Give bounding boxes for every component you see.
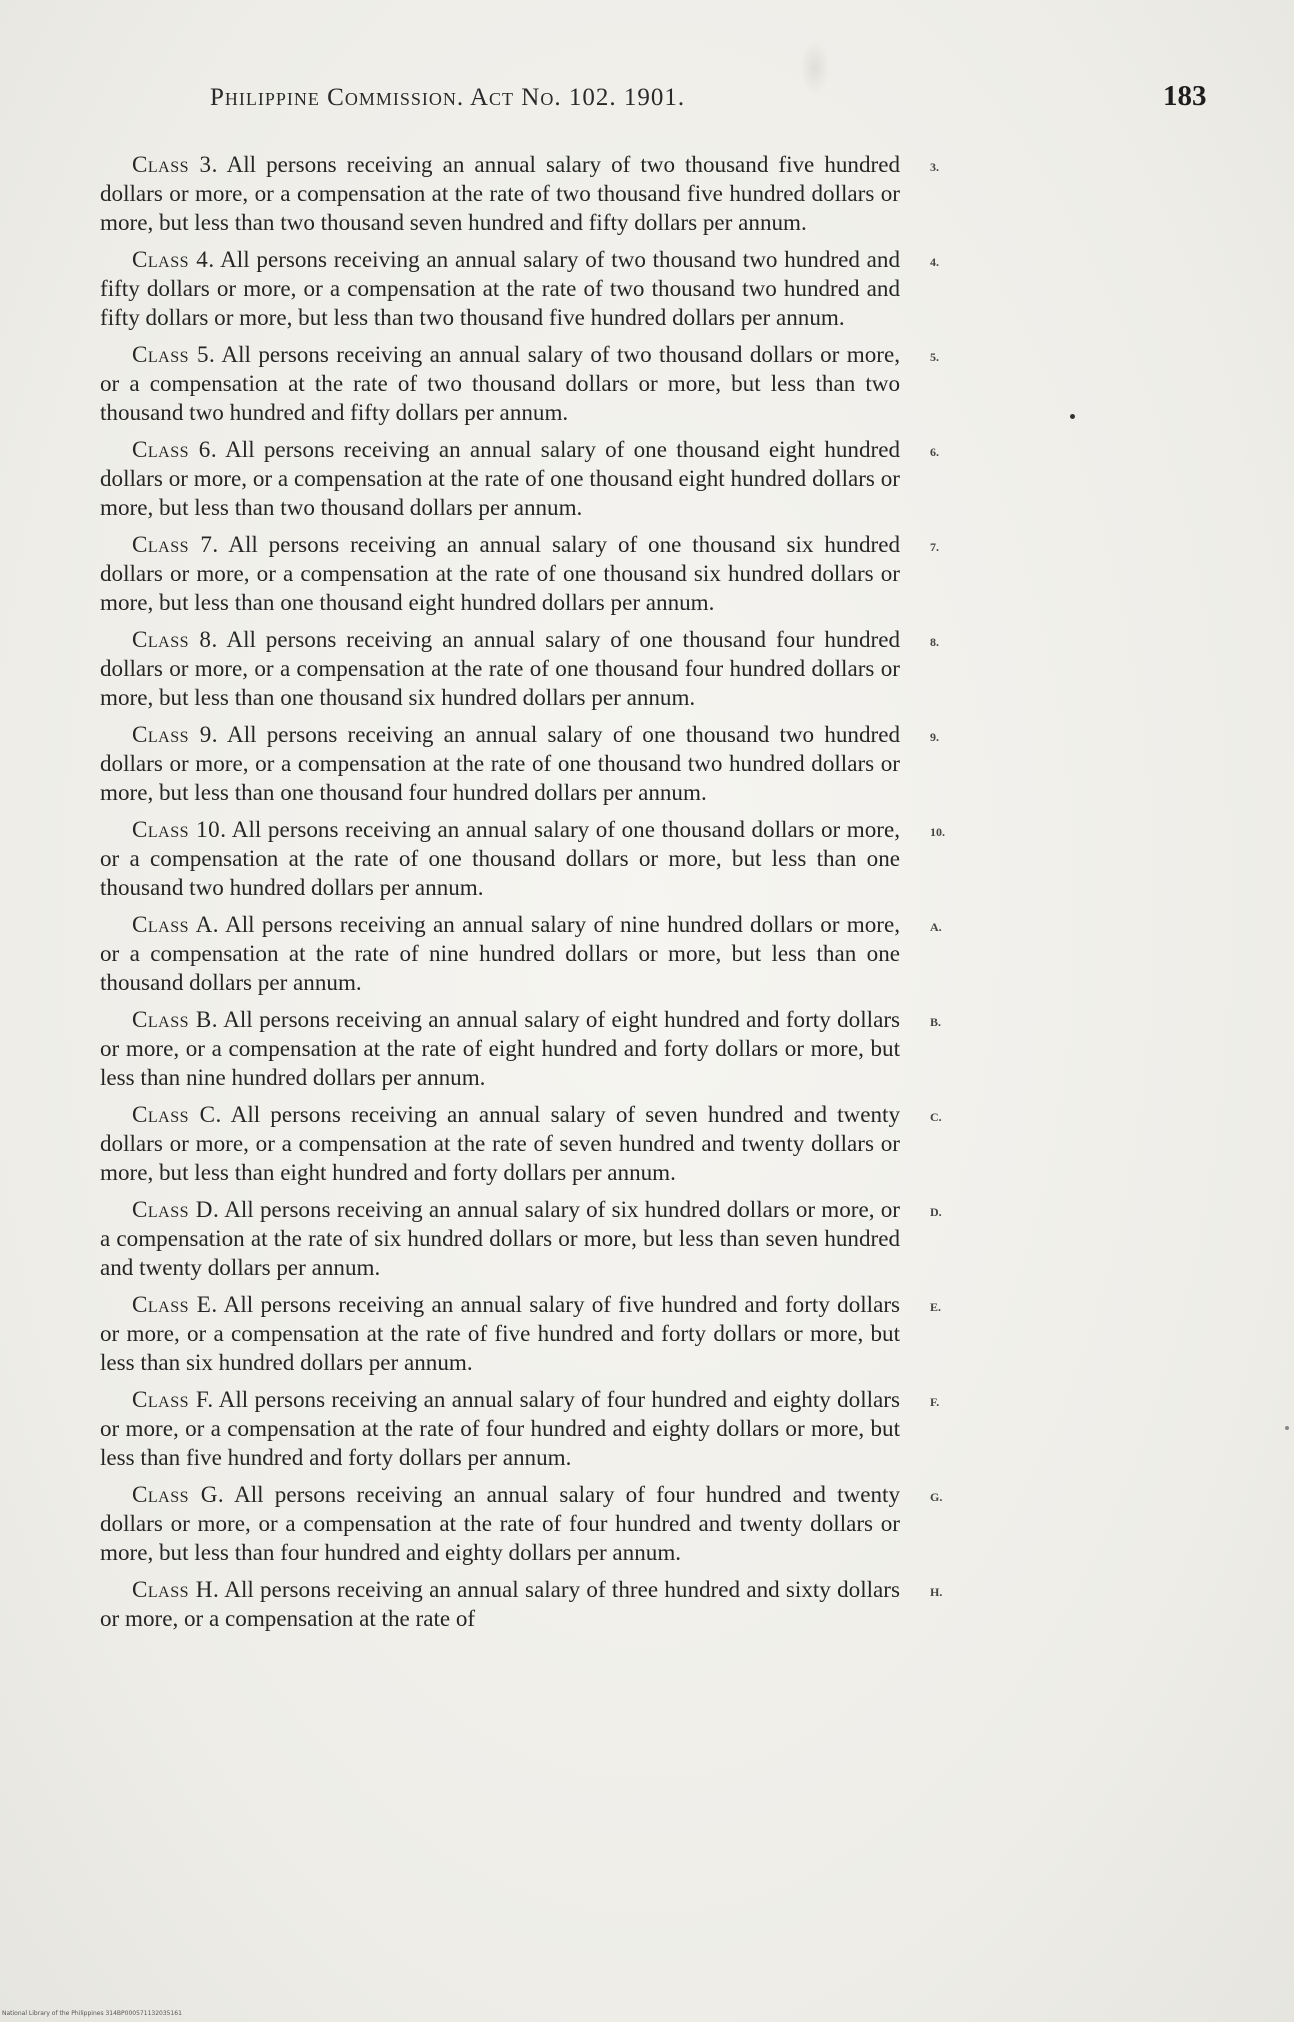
margin-note: E. bbox=[930, 1300, 942, 1314]
margin-note: D. bbox=[930, 1205, 942, 1219]
class-paragraph bbox=[100, 1100, 942, 1187]
class-paragraph bbox=[100, 1575, 943, 1633]
scan-smudge bbox=[800, 40, 830, 95]
class-text: All persons receiving an annual salary of two thousand two hundred and fifty dollars or more, or a compensation at the rate of two thousand two hundred and fifty dollars or more, but less than two thousand five hundred dollars per annum. bbox=[100, 246, 901, 330]
class-label: Class B. bbox=[132, 1006, 219, 1032]
class-paragraph bbox=[100, 340, 939, 427]
class-label: Class 3. bbox=[132, 151, 218, 177]
class-paragraph bbox=[100, 435, 939, 522]
class-text: All persons receiving an annual salary of one thousand dollars or more, or a compensation at the rate of one thousand dollars or more, but less than one thousand two hundred dollars per annum. bbox=[100, 816, 900, 900]
class-text: All persons receiving an annual salary of three hundred and sixty dollars or more, or a compensation at the rate of bbox=[100, 1576, 900, 1631]
class-text: All persons receiving an annual salary of one thousand two hundred dollars or more, or a compensation at the rate of one thousand two hundred dollars or more, but less than one thousand four hundred dollars per annum. bbox=[100, 721, 900, 805]
class-paragraph bbox=[100, 530, 939, 617]
class-paragraph bbox=[100, 245, 939, 332]
class-text: All persons receiving an annual salary of five hundred and forty dollars or more, or a compensation at the rate of five hundred and forty dollars or more, but less than six hundred dollars per annum. bbox=[100, 1291, 901, 1375]
class-text: All persons receiving an annual salary of one thousand eight hundred dollars or more, or a compensation at the rate of one thousand eight hundred dollars or more, but less than two thousand dollars per annum. bbox=[100, 436, 900, 520]
class-label: Class E. bbox=[132, 1291, 218, 1317]
class-text: All persons receiving an annual salary of two thousand dollars or more, or a compensation at the rate of two thousand dollars or more, but less than two thousand two hundred and fifty dollars per annum. bbox=[100, 341, 900, 425]
class-paragraph bbox=[100, 1290, 942, 1377]
scan-speck bbox=[1285, 1426, 1289, 1430]
class-label: Class 9. bbox=[132, 721, 219, 747]
body-text bbox=[100, 150, 945, 1641]
margin-note: F. bbox=[930, 1395, 940, 1409]
margin-note: C. bbox=[930, 1110, 942, 1124]
class-text: All persons receiving an annual salary of eight hundred and forty dollars or more, or a compensation at the rate of eight hundred and forty dollars or more, but less than nine hundred dollars per annum. bbox=[100, 1006, 900, 1090]
margin-note: 7. bbox=[930, 540, 939, 554]
class-paragraph bbox=[100, 625, 939, 712]
class-paragraph bbox=[100, 815, 945, 902]
library-credit: National Library of the Philippines 314BP000571132035161 bbox=[2, 2010, 182, 2017]
class-paragraph bbox=[100, 1005, 942, 1092]
class-label: Class 5. bbox=[132, 341, 216, 367]
class-paragraph bbox=[100, 1385, 940, 1472]
class-label: Class D. bbox=[132, 1196, 220, 1222]
class-paragraph bbox=[100, 720, 939, 807]
margin-note: 10. bbox=[930, 825, 945, 839]
class-text: All persons receiving an annual salary of nine hundred dollars or more, or a compensation at the rate of nine hundred dollars or more, but less than one thousand dollars per annum. bbox=[100, 911, 901, 995]
class-paragraph bbox=[100, 1480, 943, 1567]
margin-note: B. bbox=[930, 1015, 942, 1029]
margin-note: A. bbox=[930, 920, 942, 934]
class-label: Class 7. bbox=[132, 531, 219, 557]
margin-note: 5. bbox=[930, 350, 939, 364]
running-head: Philippine Commission. Act No. 102. 1901. bbox=[210, 84, 686, 111]
class-text: All persons receiving an annual salary of seven hundred and twenty dollars or more, or a compensation at the rate of seven hundred and twenty dollars or more, but less than eight hundred and forty dollars per annum. bbox=[100, 1101, 900, 1185]
margin-note: 6. bbox=[930, 445, 939, 459]
class-text: All persons receiving an annual salary of four hundred and eighty dollars or more, or a compensation at the rate of four hundred and eighty dollars or more, but less than five hundred and forty dollars per annum. bbox=[100, 1386, 900, 1470]
class-paragraph bbox=[100, 1195, 942, 1282]
class-paragraph bbox=[100, 910, 942, 997]
margin-note: 3. bbox=[930, 160, 939, 174]
class-label: Class 10. bbox=[132, 816, 227, 842]
margin-note: 9. bbox=[930, 730, 939, 744]
class-text: All persons receiving an annual salary of six hundred dollars or more, or a compensation at the rate of six hundred dollars or more, but less than seven hundred and twenty dollars per annum. bbox=[100, 1196, 900, 1280]
class-label: Class H. bbox=[132, 1576, 220, 1602]
class-text: All persons receiving an annual salary of one thousand six hundred dollars or more, or a compensation at the rate of one thousand six hundred dollars or more, but less than one thousand eight hundred dollars per annum. bbox=[100, 531, 900, 615]
margin-note: 8. bbox=[930, 635, 939, 649]
class-label: Class C. bbox=[132, 1101, 222, 1127]
class-label: Class G. bbox=[132, 1481, 225, 1507]
margin-note: G. bbox=[930, 1490, 943, 1504]
class-label: Class A. bbox=[132, 911, 220, 937]
class-label: Class 6. bbox=[132, 436, 218, 462]
margin-note: 4. bbox=[930, 255, 939, 269]
scan-speck bbox=[1070, 414, 1075, 419]
class-label: Class F. bbox=[132, 1386, 214, 1412]
class-text: All persons receiving an annual salary of one thousand four hundred dollars or more, or a compensation at the rate of one thousand four hundred dollars or more, but less than one thousand six hundred dollars per annum. bbox=[100, 626, 901, 710]
class-paragraph bbox=[100, 150, 939, 237]
class-label: Class 4. bbox=[132, 246, 215, 272]
class-label: Class 8. bbox=[132, 626, 218, 652]
page-number: 183 bbox=[1163, 80, 1207, 112]
class-text: All persons receiving an annual salary of two thousand five hundred dollars or more, or a compensation at the rate of two thousand five hundred dollars or more, but less than two thousand seven hundred and fifty dollars per annum. bbox=[100, 151, 900, 235]
class-text: All persons receiving an annual salary of four hundred and twenty dollars or more, or a compensation at the rate of four hundred and twenty dollars or more, but less than four hundred and eighty dollars per annum. bbox=[100, 1481, 900, 1565]
margin-note: H. bbox=[930, 1585, 943, 1599]
